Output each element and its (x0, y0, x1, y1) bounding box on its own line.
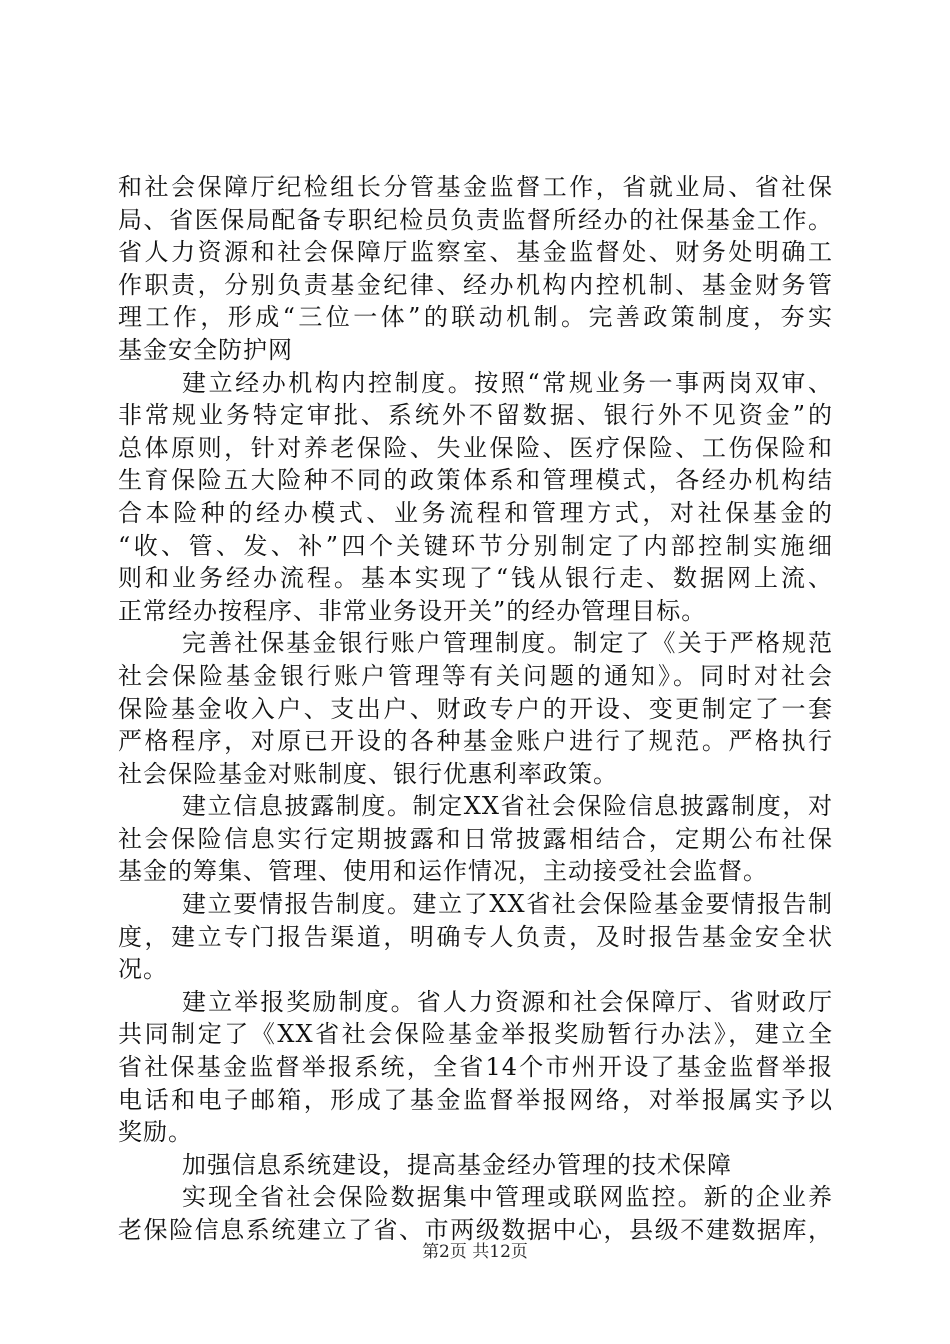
page-footer: 第2页 共12页 (422, 1242, 528, 1262)
text-line: 电话和电子邮箱，形成了基金监督举报网络，对举报属实予以 (118, 1085, 833, 1114)
text-line: 社会保险基金银行账户管理等有关问题的通知》。同时对社会 (118, 661, 833, 690)
text-line: 建立经办机构内控制度。按照“常规业务一事两岗双审、 (182, 368, 833, 397)
text-line: 生育保险五大险种不同的政策体系和管理模式，各经办机构结 (118, 466, 833, 495)
text-line: 共同制定了《XX省社会保险基金举报奖励暂行办法》，建立全 (118, 1020, 833, 1049)
text-line: 作职责，分别负责基金纪律、经办机构内控机制、基金财务管 (118, 270, 833, 299)
text-line: 则和业务经办流程。基本实现了“钱从银行走、数据网上流、 (118, 564, 833, 593)
text-line: 完善社保基金银行账户管理制度。制定了《关于严格规范 (182, 629, 833, 658)
text-line: 加强信息系统建设，提高基金经办管理的技术保障 (182, 1150, 732, 1179)
text-line: “收、管、发、补”四个关键环节分别制定了内部控制实施细 (118, 531, 833, 560)
text-line: 正常经办按程序、非常业务设开关”的经办管理目标。 (118, 596, 707, 625)
text-line: 度，建立专门报告渠道，明确专人负责，及时报告基金安全状 (118, 922, 833, 951)
text-line: 省人力资源和社会保障厅监察室、基金监督处、财务处明确工 (118, 238, 833, 267)
text-line: 非常规业务特定审批、系统外不留数据、银行外不见资金”的 (118, 401, 833, 430)
text-line: 和社会保障厅纪检组长分管基金监督工作，省就业局、省社保 (118, 173, 833, 201)
text-line: 奖励。 (118, 1118, 193, 1147)
text-line: 省社保基金监督举报系统，全省14个市州开设了基金监督举报 (118, 1053, 833, 1082)
text-line: 理工作，形成“三位一体”的联动机制。完善政策制度，夯实 (118, 303, 833, 332)
text-line: 实现全省社会保险数据集中管理或联网监控。新的企业养 (182, 1183, 833, 1212)
text-line: 基金安全防护网 (118, 335, 293, 364)
document-body (118, 171, 833, 1247)
text-line: 保险基金收入户、支出户、财政专户的开设、变更制定了一套 (118, 694, 833, 723)
text-line: 社会保险信息实行定期披露和日常披露相结合，定期公布社保 (118, 824, 833, 853)
text-line: 社会保险基金对账制度、银行优惠利率政策。 (118, 759, 618, 788)
text-line: 严格程序，对原已开设的各种基金账户进行了规范。严格执行 (118, 727, 833, 756)
text-line: 建立举报奖励制度。省人力资源和社会保障厅、省财政厅 (182, 987, 833, 1016)
text-line: 基金的筹集、管理、使用和运作情况，主动接受社会监督。 (118, 857, 768, 886)
text-line: 建立信息披露制度。制定XX省社会保险信息披露制度，对 (182, 792, 833, 821)
text-line: 况。 (118, 955, 168, 984)
text-line: 合本险种的经办模式、业务流程和管理方式，对社保基金的 (118, 498, 833, 527)
text-line: 老保险信息系统建立了省、市两级数据中心，县级不建数据库， (118, 1216, 833, 1244)
text-line: 建立要情报告制度。建立了XX省社会保险基金要情报告制 (182, 890, 833, 919)
text-line: 总体原则，针对养老保险、失业保险、医疗保险、工伤保险和 (118, 433, 833, 462)
text-line: 局、省医保局配备专职纪检员负责监督所经办的社保基金工作。 (118, 205, 833, 234)
